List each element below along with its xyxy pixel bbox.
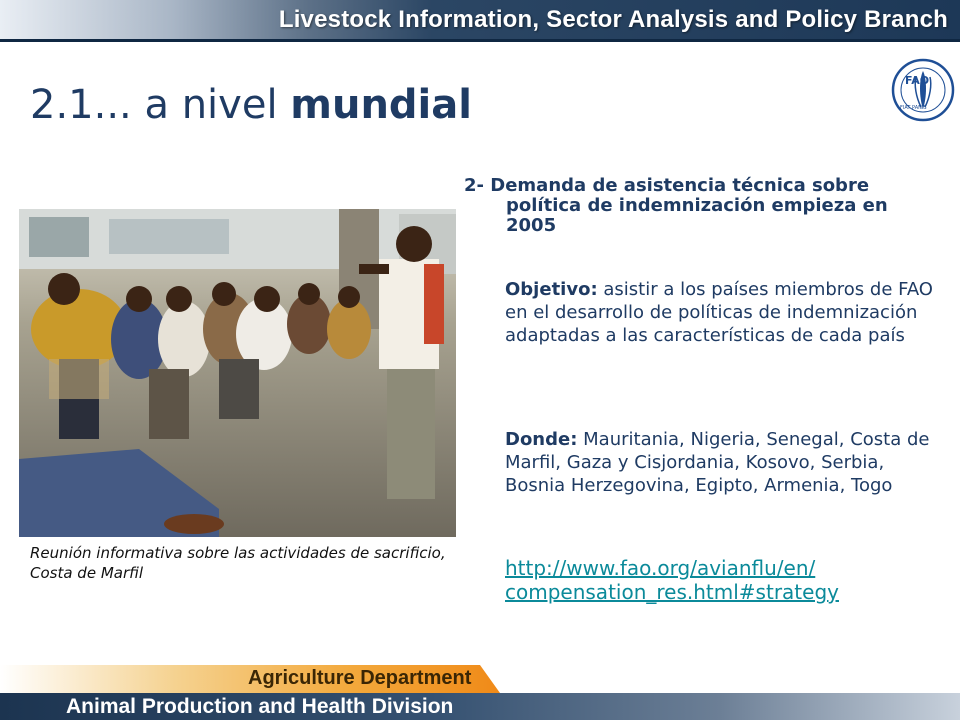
slide-title-bold: mundial <box>290 82 472 128</box>
fao-logo <box>890 57 956 123</box>
logo-letters: FAO <box>905 74 930 87</box>
photo-caption: Reunión informativa sobre las actividades de sacrificio, Costa de Marfil <box>30 544 446 582</box>
heading-line <box>464 176 944 236</box>
header-stripe <box>0 39 960 42</box>
strategy-link-line1[interactable]: http://www.fao.org/avianflu/en/ <box>505 556 816 580</box>
slide-title-regular: 2.1... a nivel <box>30 82 291 128</box>
objective-text: asistir a los países miembros de FAO en el desarrollo de políticas de indemnización adaptadas a las características de cada país <box>505 279 933 346</box>
strategy-link-line2[interactable]: compensation_res.html#strategy <box>505 580 839 604</box>
where-label: Donde: <box>505 429 578 450</box>
where-text: Mauritania, Nigeria, Senegal, Costa de Marfil, Gaza y Cisjordania, Kosovo, Serbia, Bosnia Herzegovina, Egipto, Armenia, Togo <box>505 429 930 496</box>
department-label: Agriculture Department <box>248 667 472 689</box>
objective-paragraph <box>505 278 945 347</box>
heading-text: Demanda de asistencia técnica sobre política de indemnización empieza en 2005 <box>490 175 888 236</box>
objective-label: Objetivo: <box>505 279 598 300</box>
meeting-photo <box>19 209 456 537</box>
heading-number: 2- <box>464 175 484 196</box>
slide-title <box>30 82 472 128</box>
division-label: Animal Production and Health Division <box>66 695 454 718</box>
section-heading <box>464 176 944 236</box>
logo-motto: FIAT PANIS <box>900 105 927 111</box>
header-banner <box>0 0 960 42</box>
strategy-link[interactable] <box>505 556 955 604</box>
where-paragraph <box>505 428 945 497</box>
header-title: Livestock Information, Sector Analysis and Policy Branch <box>278 6 948 33</box>
